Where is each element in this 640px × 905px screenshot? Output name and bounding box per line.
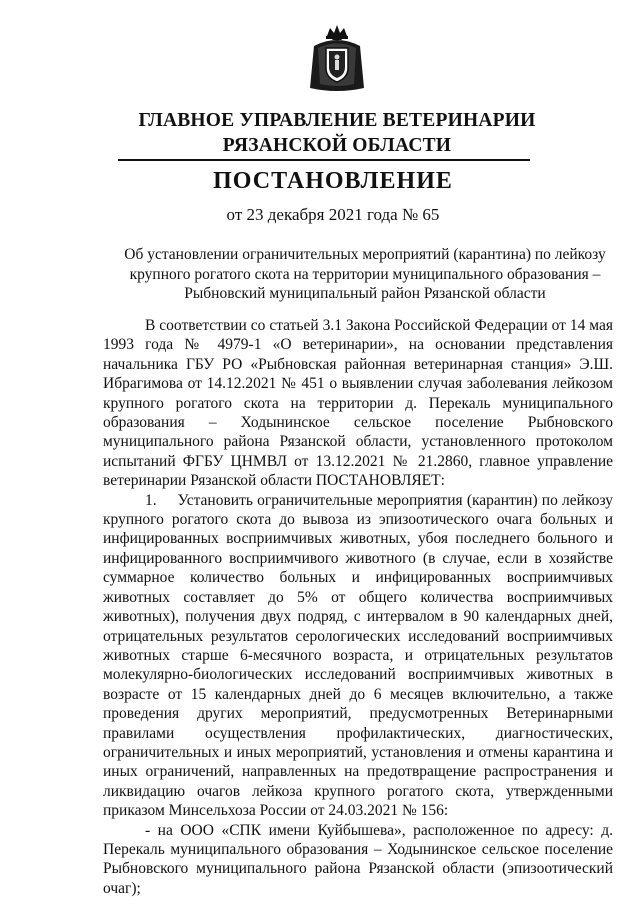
org-line-1: ГЛАВНОЕ УПРАВЛЕНИЕ ВЕТЕРИНАРИИ (138, 110, 536, 131)
document-subject: Об установлении ограничительных мероприятий (карантина) по лейкозу крупного рогатого скота на территории муниципального образования – Рыбновский муниципальный район Рязанской области (124, 246, 606, 302)
org-line-2: РЯЗАНСКОЙ ОБЛАСТИ (222, 135, 452, 156)
item-1-paragraph: 1. Установить ограничительные мероприятия (карантин) по лейкозу крупного рогатого скота до вывоза из эпизоотического очага больных и инфицированных восприимчивых животных, убоя последнего больного и инфицированного восприимчивого животного (в случае, если в хозяйстве суммарное количество больных и инфицированных восприимчивых животных составляет до 5% от общего количества восприимчивых животных), получения двух подряд, с интервалом в 90 календарных дней, отрицательных результатов серологических исследований восприимчивых животных старше 6-месячного возраста, и отрицательных результатов молекулярно-биологических исследований восприимчивых животных в возрасте от 15 календарных дней до 6 месяцев включительно, а также проведения других мероприятий, предусмотренных Ветеринарными правилами осуществления профилактических, диагностических, ограничительных и иных мероприятий, установления и отмены карантина и иных ограничений, направленных на предотвращение распространения и ликвидацию очагов лейкоза крупного рогатого скота, утвержденными приказом Минсельхоза России от 24.03.2021 № 156: (103, 491, 613, 820)
organization-name (0, 108, 640, 158)
document-date-number: от 23 декабря 2021 года № 65 (226, 205, 440, 224)
document-type: ПОСТАНОВЛЕНИЕ (213, 168, 453, 194)
preamble-paragraph: В соответствии со статьей 3.1 Закона Российской Федерации от 14 мая 1993 года № 4979-1 «О ветеринарии», на основании представления начальника ГБУ РО «Рыбновская районная ветеринарная станция» Э.Ш. Ибрагимова от 14.12.2021 № 451 о выявлении случая заболевания лейкозом крупного рогатого скота на территории д. Перекаль муниципального образования – Ходынинское сельское поселение Рыбновского муниципального района Рязанской области, установленного протоколом испытаний ФГБУ ЦНМВЛ от 13.12.2021 № 21.2860, главное управление ветеринарии Рязанской области ПОСТАНОВЛЯЕТ: (103, 317, 613, 490)
ryazan-coat-of-arms-icon (308, 22, 366, 94)
document-body (103, 316, 613, 898)
header-divider (118, 159, 530, 161)
bullet-1-paragraph: - на ООО «СПК имени Куйбышева», расположенное по адресу: д. Перекаль муниципального образования – Ходынинское сельское поселение Рыбновского муниципального района Рязанской области (эпизоотический очаг); (103, 821, 613, 897)
